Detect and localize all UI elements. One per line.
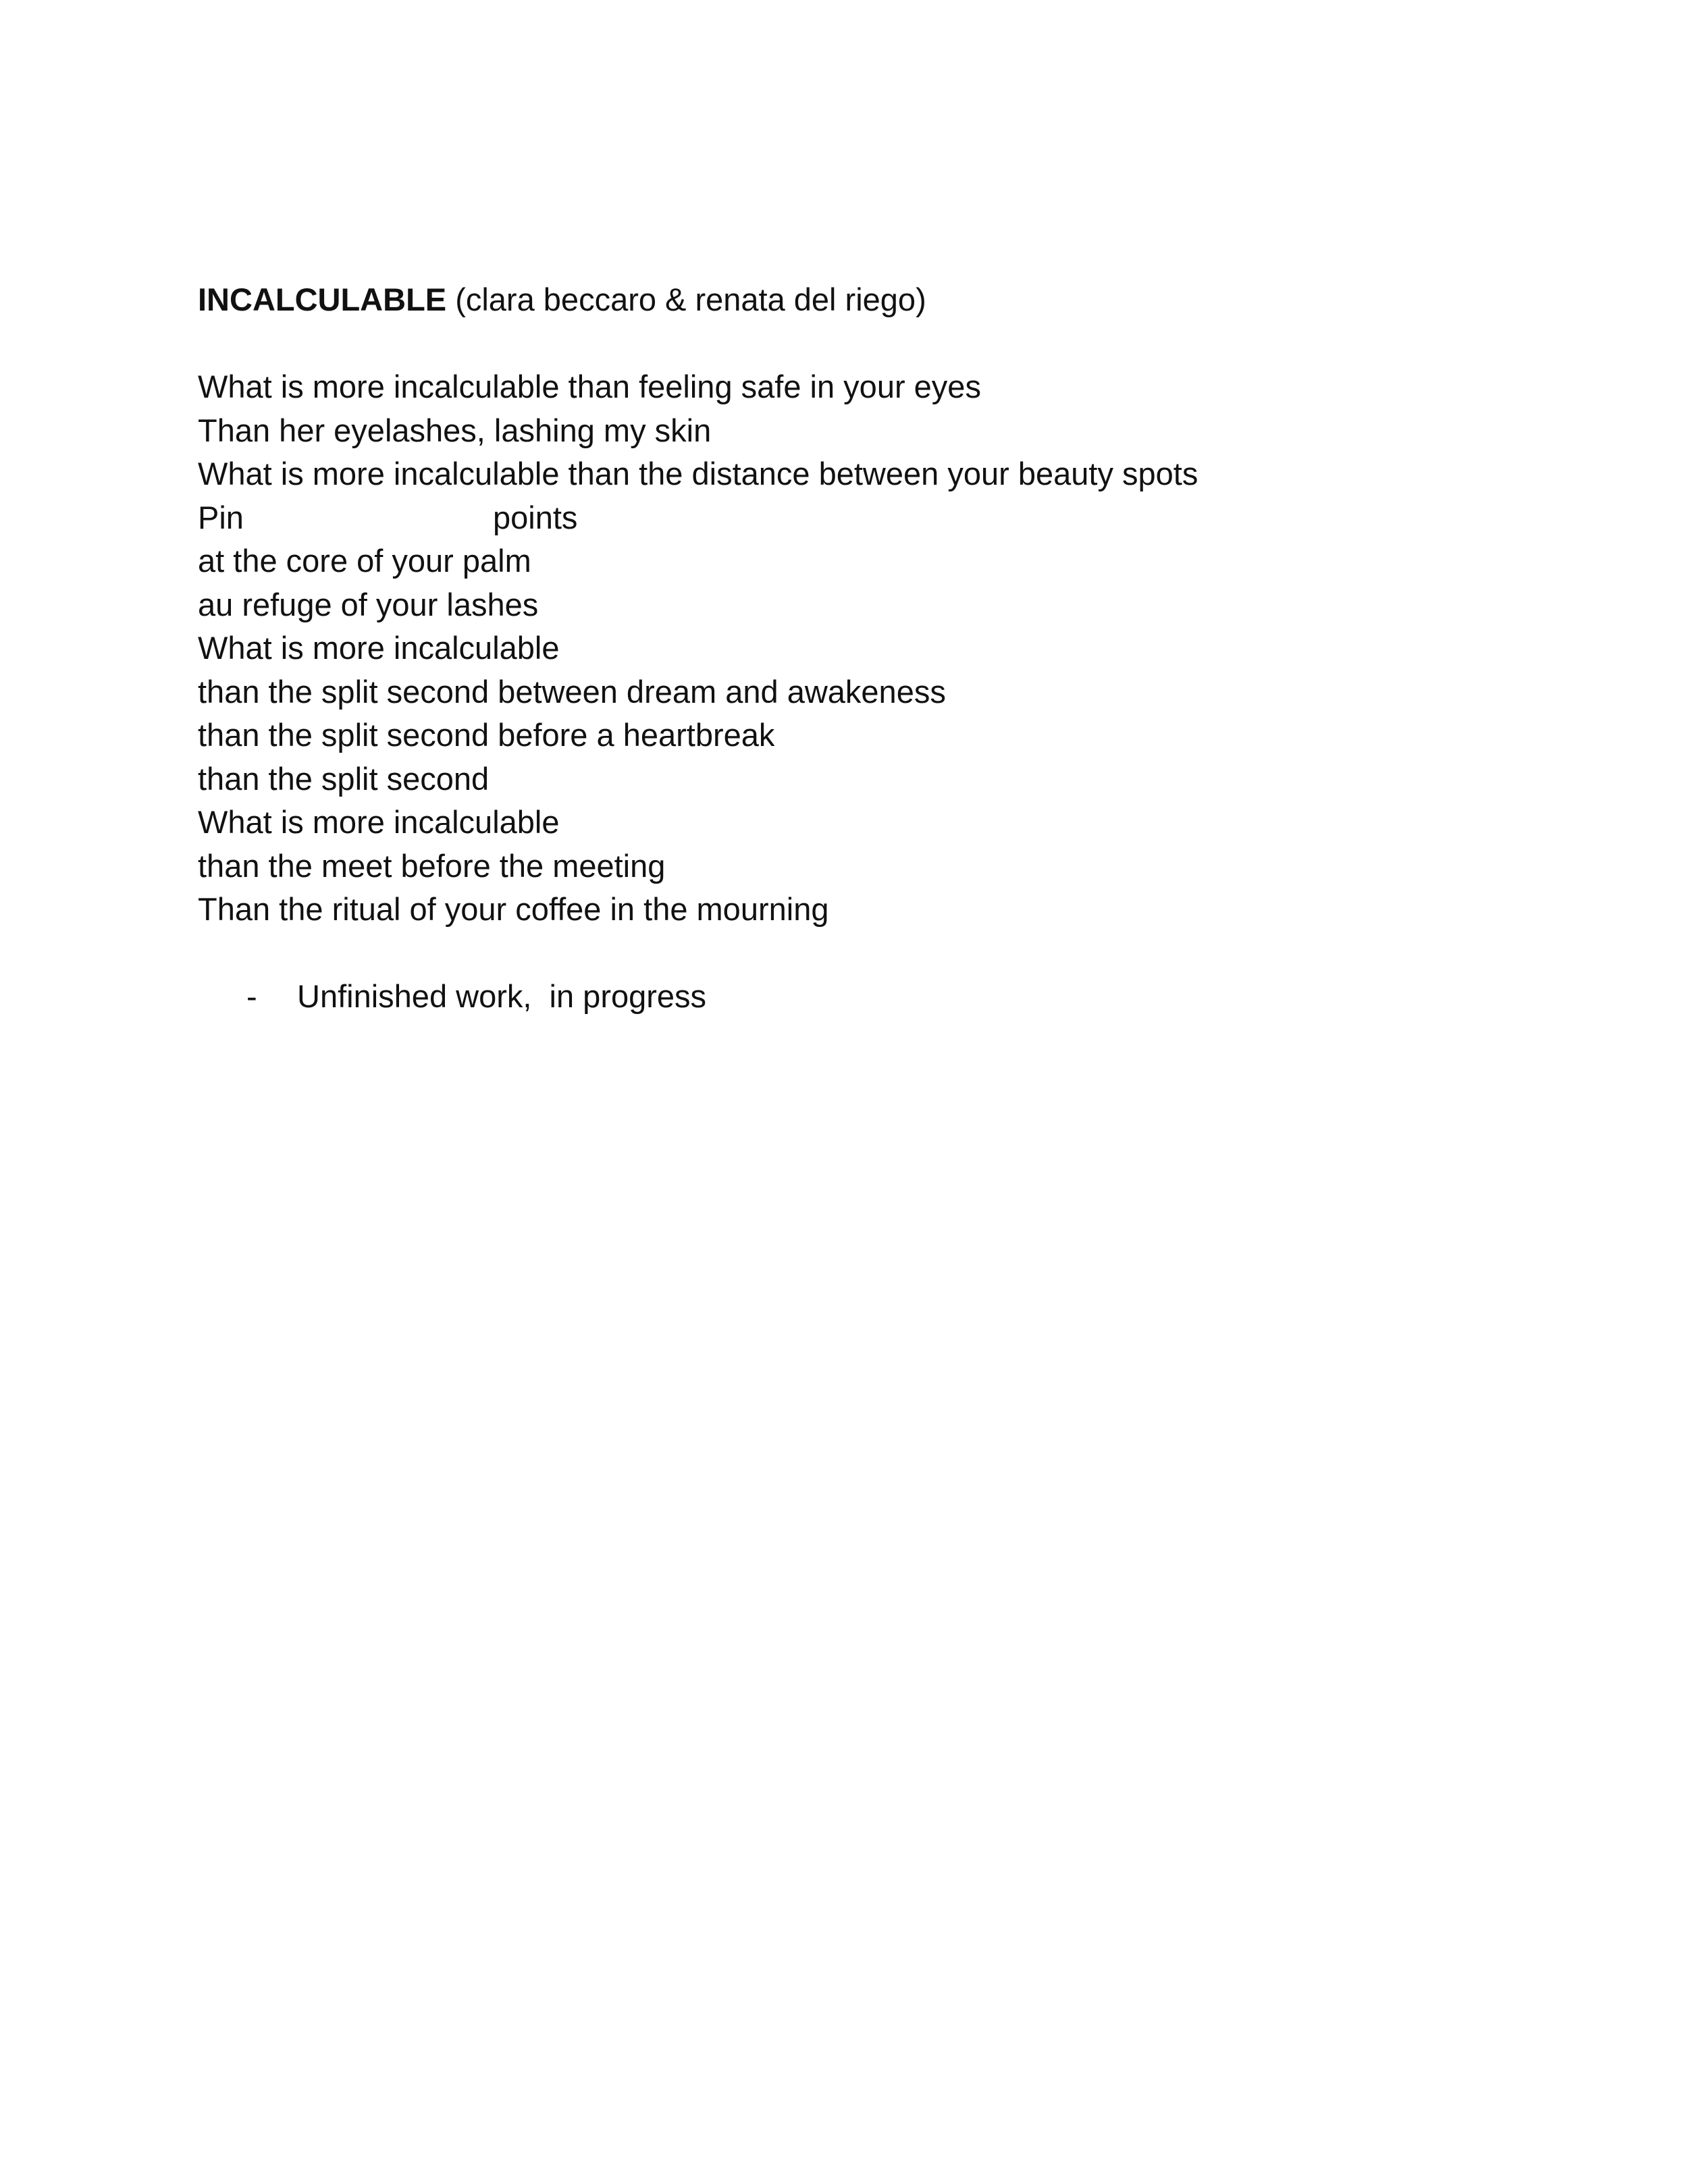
progress-note [198, 975, 1548, 1019]
points-word: points [493, 499, 578, 535]
poem-line: at the core of your palm [198, 543, 531, 579]
blank-line [198, 322, 1548, 366]
poem-line-pin-points [198, 496, 1548, 540]
blank-line [198, 932, 1548, 976]
poem-body [198, 278, 1548, 1019]
pin-word: Pin [198, 499, 244, 535]
poem-heading [198, 278, 1548, 322]
poem-line: What is more incalculable [198, 630, 560, 666]
poem-line: Than her eyelashes, lashing my skin [198, 412, 712, 448]
poem-line: than the split second [198, 760, 490, 797]
poem-line: than the split second between dream and awakeness [198, 673, 946, 710]
poem-authors: (clara beccaro & renata del riego) [455, 282, 926, 317]
poem-title: INCALCULABLE [198, 282, 447, 317]
poem-line: au refuge of your lashes [198, 586, 539, 622]
poem-line: What is more incalculable than feeling safe in your eyes [198, 369, 981, 404]
poem-line: Than the ritual of your coffee in the mourning [198, 891, 829, 927]
note-text: Unfinished work, in progress [297, 978, 707, 1014]
poem-line: than the meet before the meeting [198, 847, 666, 884]
poem-line: What is more incalculable [198, 804, 560, 840]
poem-line: What is more incalculable than the distance between your beauty spots [198, 456, 1198, 491]
note-bullet: - [246, 978, 257, 1014]
poem-line: than the split second before a heartbreak [198, 717, 775, 753]
